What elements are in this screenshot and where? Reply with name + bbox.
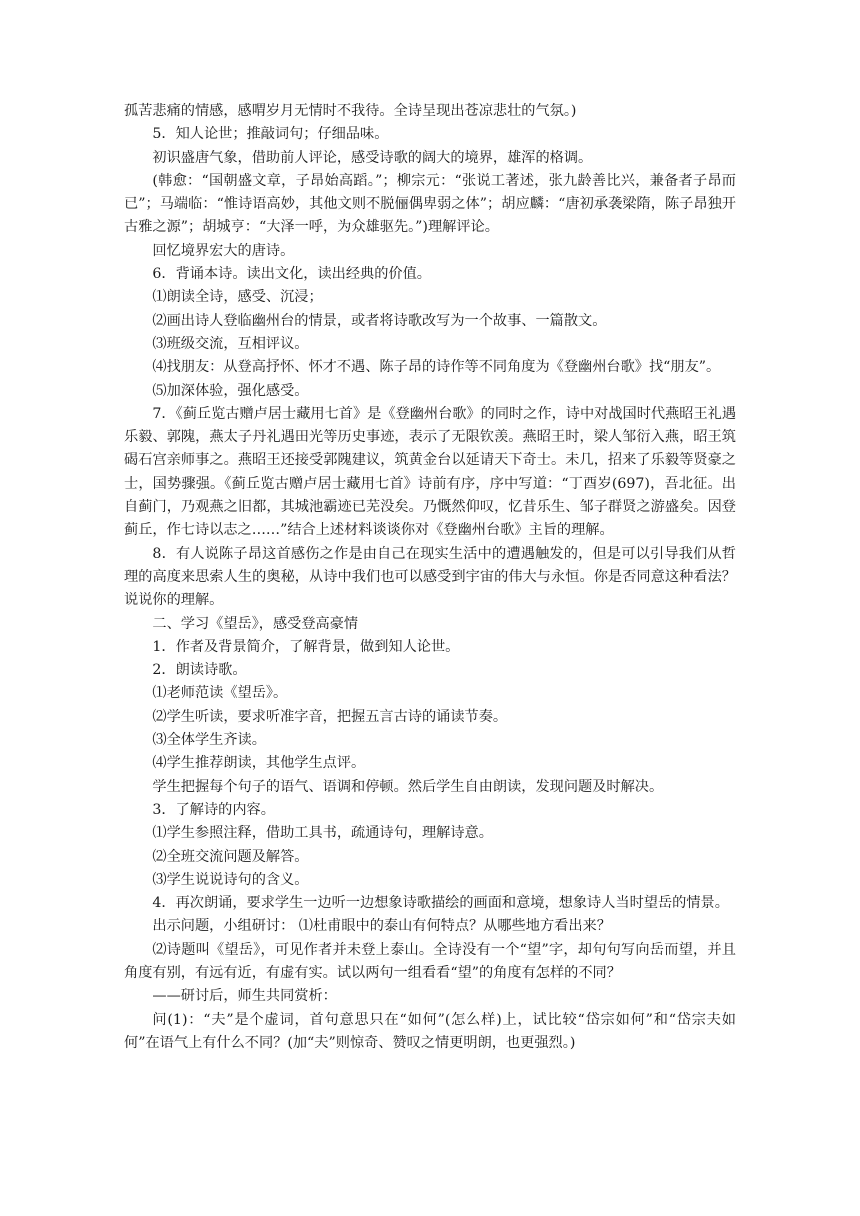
paragraph: ⑶学生说说诗句的含义。 xyxy=(152,871,309,888)
paragraph: 4．再次朗诵，要求学生一边听一边想象诗歌描绘的画面和意境，想象诗人当时望岳的情景。 xyxy=(152,895,729,912)
paragraph: ⑷找朋友：从登高抒怀、怀才不遇、陈子昂的诗作等不同角度为《登幽州台歌》找“朋友”。 xyxy=(152,359,721,376)
paragraph: ⑴老师范读《望岳》。 xyxy=(152,685,288,702)
paragraph: 孤苦悲痛的情感，感喟岁月无情时不我待。全诗呈现出苍凉悲壮的气氛。) xyxy=(124,103,577,119)
paragraph: ⑵学生听读，要求听准字音，把握五言古诗的诵读节奏。 xyxy=(152,708,508,725)
section-heading: 二、学习《望岳》，感受登高豪情 xyxy=(152,615,359,632)
paragraph: 出示问题，小组研讨： ⑴杜甫眼中的泰山有何特点？从哪些地方看出来？ xyxy=(152,918,611,935)
paragraph: 初识盛唐气象，借助前人评论，感受诗歌的阔大的境界，雄浑的格调。 xyxy=(152,149,593,166)
paragraph: 2．朗读诗歌。 xyxy=(152,662,247,679)
paragraph: ⑵诗题叫《望岳》，可见作者并未登上泰山。全诗没有一个“望”字，却句句写向岳而望，并且角度有别，有远有近，有虚有实。试以两句一组看看“望”的角度有怎样的不同？ xyxy=(124,941,736,981)
paragraph: ⑵全班交流问题及解答。 xyxy=(152,848,309,865)
paragraph: ⑷学生推荐朗读，其他学生点评。 xyxy=(152,755,366,772)
paragraph: ⑶班级交流，互相评议。 xyxy=(152,335,309,352)
paragraph: ⑸加深体验，强化感受。 xyxy=(152,382,309,399)
paragraph: 回忆境界宏大的唐诗。 xyxy=(152,242,295,259)
paragraph: 7．《蓟丘览古赠卢居士藏用七首》是《登幽州台歌》的同时之作，诗中对战国时代燕昭王礼遇乐毅、郭隗，燕太子丹礼遇田光等历史事迹，表示了无限钦羡。燕昭王时，梁人邹衍入燕，昭王筑碣石宫亲师事之。燕昭王还接受郭隗建议，筑黄金台以延请天下奇士。未几，招来了乐毅等贤豪之士，国势骤强。《蓟丘览古赠卢居士藏用七首》诗前有序，序中写道：“丁酉岁(697)，吾北征。出自蓟门，乃观燕之旧都，其城池霸迹已芜没矣。乃慨然仰叹，忆昔乐生、邹子群贤之游盛矣。因登蓟丘，作七诗以志之……”结合上述材料谈谈你对《登幽州台歌》主旨的理解。 xyxy=(124,405,737,539)
paragraph: 8．有人说陈子昂这首感伤之作是由自己在现实生活中的遭遇触发的，但是可以引导我们从哲理的高度来思索人生的奥秘，从诗中我们也可以感受到宇宙的伟大与永恒。你是否同意这种看法？说说你的理解。 xyxy=(124,545,736,609)
paragraph: 1．作者及背景简介，了解背景，做到知人论世。 xyxy=(152,638,460,655)
paragraph: ——研讨后，师生共同赏析： xyxy=(152,988,337,1005)
paragraph: ⑶全体学生齐读。 xyxy=(152,732,266,749)
paragraph: (韩愈：“国朝盛文章，子昂始高蹈。”；柳宗元：“张说工著述，张九龄善比兴，兼备者子昂而已”；马端临：“惟诗语高妙，其他文则不脱俪偶卑弱之体”；胡应麟：“唐初承袭梁隋，陈子昂独开古雅之源”；胡城亨：“大泽一呼，为众雄驱先。”)理解评论。 xyxy=(124,172,736,236)
paragraph: ⑴朗读全诗，感受、沉浸； xyxy=(152,289,323,306)
paragraph: 3．了解诗的内容。 xyxy=(152,801,275,818)
paragraph: 问(1)：“夫”是个虚词，首句意思只在“如何”(怎么样)上，试比较“岱宗如何”和“岱宗夫如何”在语气上有什么不同？(加“夫”则惊奇、赞叹之情更明朗，也更强烈。) xyxy=(124,1011,736,1051)
paragraph: ⑵画出诗人登临幽州台的情景，或者将诗歌改写为一个故事、一篇散文。 xyxy=(152,312,607,329)
paragraph: ⑴学生参照注释，借助工具书，疏通诗句，理解诗意。 xyxy=(152,825,493,842)
paragraph: 学生把握每个句子的语气、语调和停顿。然后学生自由朗读，发现问题及时解决。 xyxy=(152,778,664,795)
document-page xyxy=(124,100,736,1055)
paragraph: 5．知人论世；推敲词句；仔细品味。 xyxy=(152,126,389,143)
paragraph: 6．背诵本诗。读出文化，读出经典的价值。 xyxy=(152,266,431,283)
